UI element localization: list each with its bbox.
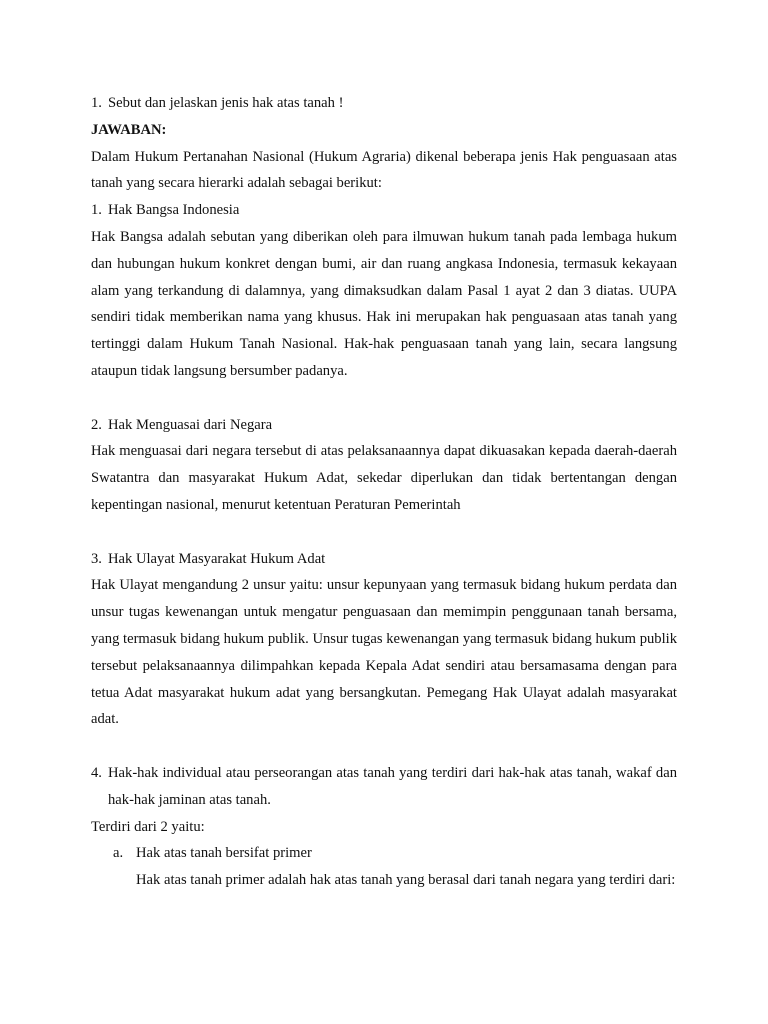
document-page	[91, 90, 677, 894]
section-4-heading: 4. Hak-hak individual atau perseorangan atas tanah yang terdiri dari hak-hak atas tanah, wakaf dan hak-hak jaminan atas tanah.	[91, 764, 677, 808]
question-number: 1.	[91, 95, 102, 111]
spacer	[91, 733, 677, 760]
spacer	[91, 519, 677, 546]
answer-label: JAWABAN:	[91, 121, 167, 138]
consists-label: Terdiri dari 2 yaitu:	[91, 818, 205, 835]
intro-paragraph: Dalam Hukum Pertanahan Nasional (Hukum Agraria) dikenal beberapa jenis Hak penguasaan atas tanah yang secara hierarki adalah sebagai berikut:	[91, 148, 677, 192]
spacer	[91, 385, 677, 412]
subitem-a-heading: a. Hak atas tanah bersifat primer	[113, 845, 312, 862]
section-3-body: Hak Ulayat mengandung 2 unsur yaitu: unsur kepunyaan yang termasuk bidang hukum perdata dan unsur tugas kewenangan untuk mengatur penguasaan dan memimpin penggunaan tanah bersama, yang termasuk bidang hukum publik. Unsur tugas kewenangan yang termasuk bidang hukum publik tersebut pelaksanaannya dilimpahkan kepada Kepala Adat sendiri atau bersamasama dengan para tetua Adat masyarakat hukum adat yang bersangkutan. Pemegang Hak Ulayat adalah masyarakat adat.	[91, 577, 677, 728]
section-2-title: Hak Menguasai dari Negara	[108, 416, 273, 433]
subitem-a-title: Hak atas tanah bersifat primer	[136, 845, 312, 862]
section-3-title: Hak Ulayat Masyarakat Hukum Adat	[108, 550, 326, 567]
section-4-title: Hak-hak individual atau perseorangan atas tanah yang terdiri dari hak-hak atas tanah, wakaf dan hak-hak jaminan atas tanah.	[108, 764, 677, 808]
section-1-title: Hak Bangsa Indonesia	[108, 202, 240, 219]
question-line	[91, 90, 677, 117]
section-1-heading: 1. Hak Bangsa Indonesia	[91, 202, 240, 219]
section-3-heading: 3. Hak Ulayat Masyarakat Hukum Adat	[91, 550, 326, 567]
section-1-body: Hak Bangsa adalah sebutan yang diberikan oleh para ilmuwan hukum tanah pada lembaga hukum dan hubungan hukum konkret dengan bumi, air dan ruang angkasa Indonesia, termasuk kekayaan alam yang terkandung di dalamnya, yang dimaksudkan dalam Pasal 1 ayat 2 dan 3 diatas. UUPA sendiri tidak memberikan nama yang khusus. Hak ini merupakan hak penguasaan atas tanah yang tertinggi dalam Hukum Tanah Nasional. Hak-hak penguasaan tanah yang lain, secara langsung ataupun tidak langsung bersumber padanya.	[91, 228, 677, 379]
question-text: Sebut dan jelaskan jenis hak atas tanah !	[108, 95, 344, 111]
section-2-heading: 2. Hak Menguasai dari Negara	[91, 416, 273, 433]
section-2-body: Hak menguasai dari negara tersebut di atas pelaksanaannya dapat dikuasakan kepada daerah-daerah Swatantra dan masyarakat Hukum Adat, sekedar diperlukan dan tidak bertentangan dengan kepentingan nasional, menurut ketentuan Peraturan Pemerintah	[91, 443, 677, 513]
subitem-a-body: Hak atas tanah primer adalah hak atas tanah yang berasal dari tanah negara yang terdiri dari:	[136, 872, 676, 889]
